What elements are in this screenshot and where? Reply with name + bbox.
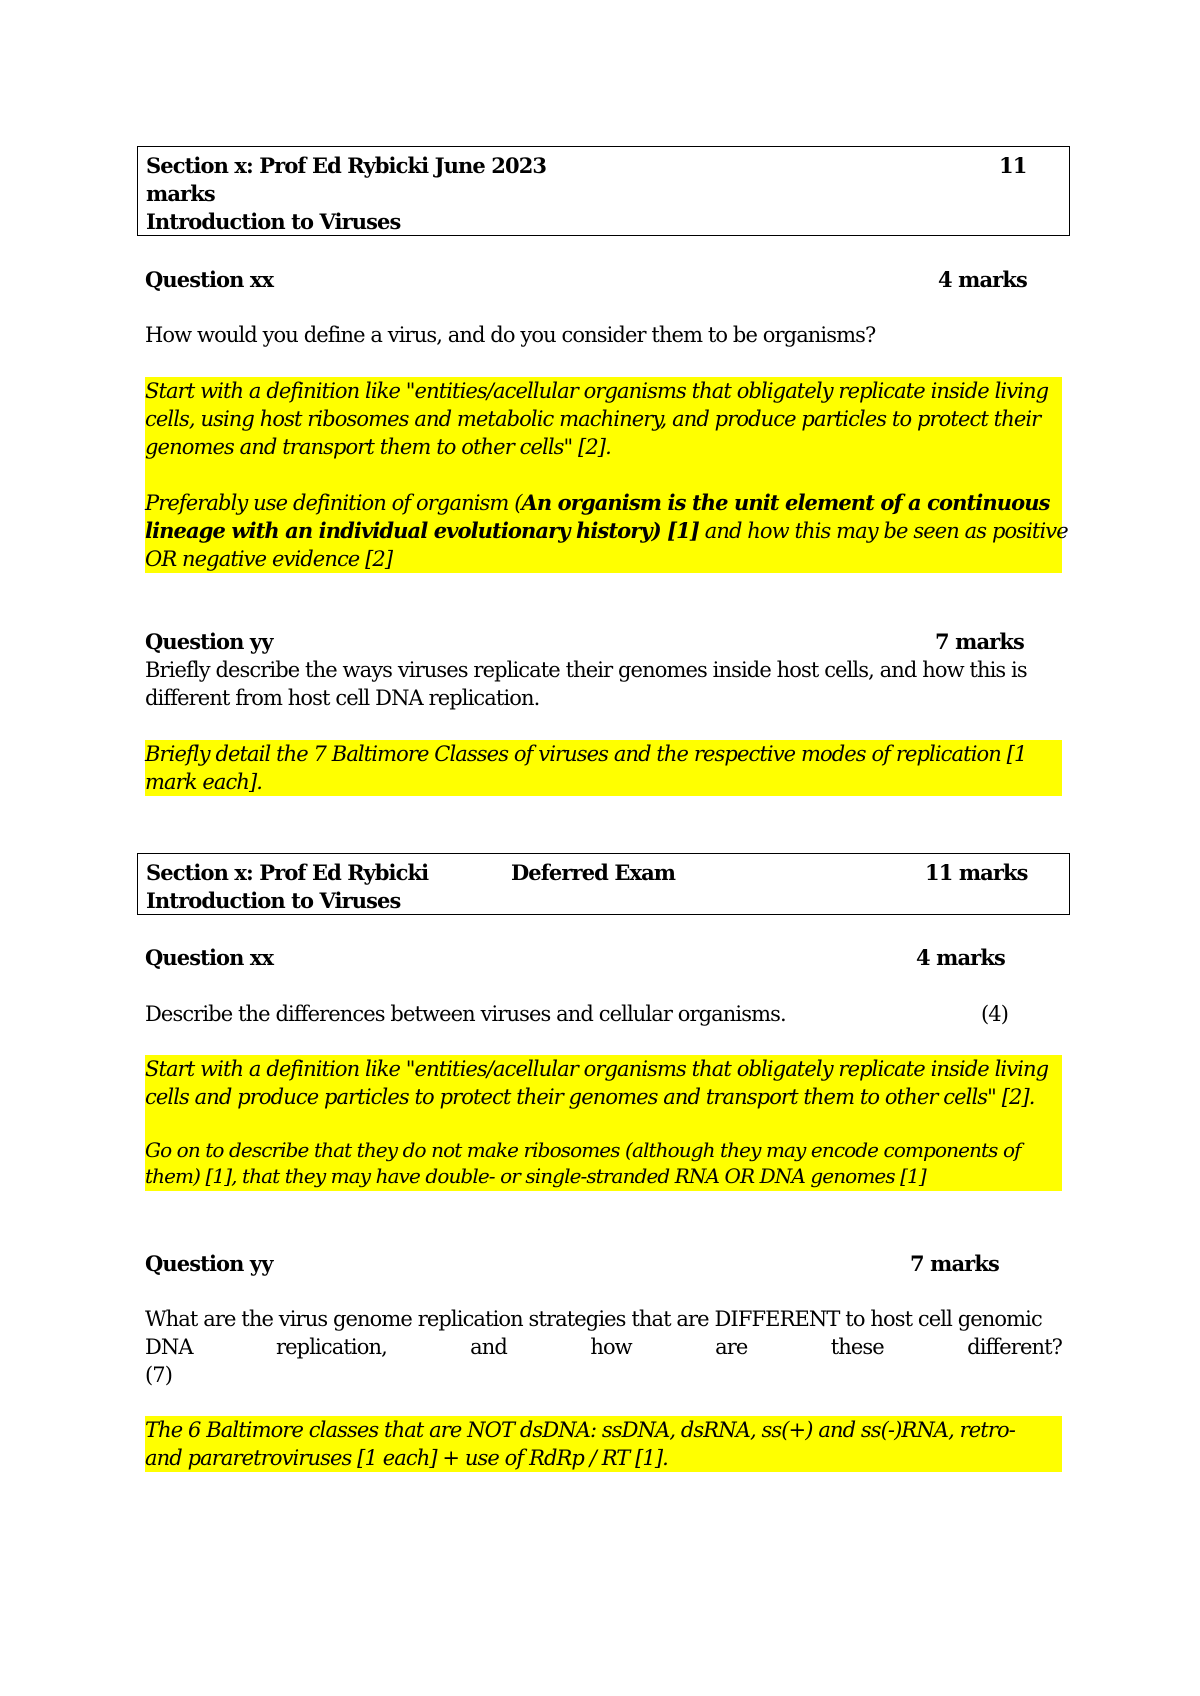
section-1-subtitle: Introduction to Viruses [146,209,401,234]
s2-q1-label: Question xx [145,945,274,970]
s2-q1-points: (4) [981,1002,1009,1026]
section-1-marks-number: 11 [999,153,1027,178]
s1-q2-text-line-1: Briefly describe the ways viruses replicate their genomes inside host cells, and how this is [145,658,1027,682]
s1-q1-answer-p2-line-3: OR negative evidence [2] [145,547,393,571]
s1-q2-marks: 7 marks [935,629,1024,654]
section-1-header [137,146,1070,236]
s1-q2-answer-line-1: Briefly detail the 7 Baltimore Classes of viruses and the respective modes of replication [1 [145,742,1027,766]
section-2-exam-type: Deferred Exam [511,860,676,885]
s1-q1-answer-line: cells, using host ribosomes and metabolic machinery, and produce particles to protect their [145,407,1041,431]
s1-q1-organism-definition: An organism is the unit element of a continuous [521,490,1050,515]
s1-q1-label: Question xx [145,267,274,292]
s2-q1-answer-highlight [145,1055,1062,1191]
s1-q1-answer-line: genomes and transport them to other cells" [2]. [145,435,611,459]
s1-q1-text: How would you define a virus, and do you consider them to be organisms? [145,323,876,347]
s2-q2-label: Question yy [145,1251,273,1276]
s2-q2-answer-line-2: and pararetroviruses [1 each] + use of RdRp / RT [1]. [145,1446,668,1470]
s1-q2-text-line-2: different from host cell DNA replication. [145,686,540,710]
s2-q2-answer-line-1: The 6 Baltimore classes that are NOT dsDNA: ssDNA, dsRNA, ss(+) and ss(-)RNA, retro- [145,1418,1015,1442]
s2-q1-text: Describe the differences between viruses and cellular organisms. [145,1002,786,1026]
section-1-marks-word: marks [146,181,215,206]
s2-q2-text-line-1: What are the virus genome replication strategies that are DIFFERENT to host cell genomic [145,1307,1042,1331]
s1-q1-answer-highlight [145,377,1068,573]
s1-q2-label: Question yy [145,629,273,654]
s2-q1-answer-line: them) [1], that they may have double- or single-stranded RNA OR DNA genomes [1] [145,1164,926,1188]
s2-q1-answer-line: Start with a definition like "entities/acellular organisms that obligately replicate inside living [145,1057,1049,1081]
s1-q1-answer-line: Start with a definition like "entities/acellular organisms that obligately replicate inside living [145,379,1049,403]
section-2-marks: 11 marks [925,860,1028,885]
s2-q1-answer-line: Go on to describe that they do not make ribosomes (although they may encode components of [145,1138,1021,1162]
section-2-header [137,853,1070,915]
s1-q1-answer-p2-text: Preferably use definition of organism ( [145,491,522,515]
section-2-title: Section x: Prof Ed Rybicki [146,860,429,885]
s1-q2-answer-highlight [145,740,1062,796]
s2-q2-text-line-3: (7) [145,1363,173,1387]
section-2-subtitle: Introduction to Viruses [146,888,401,913]
s1-q1-answer-p2-line-2 [145,517,1068,545]
s2-q2-answer-highlight [145,1416,1062,1472]
s1-q2-answer-line-2: mark each]. [145,770,263,794]
s1-q1-organism-definition-cont: lineage with an individual evolutionary history) [1] [145,518,699,543]
s1-q1-marks: 4 marks [938,267,1027,292]
section-1-title: Section x: Prof Ed Rybicki June 2023 [146,153,547,178]
s2-q1-answer-line: cells and produce particles to protect their genomes and transport them to other cells" [2]. [145,1085,1035,1109]
s2-q2-text-line-2: DNA replication, and how are these different? [145,1335,1062,1359]
s1-q1-answer-p2-text-cont: and how this may be seen as positive [698,519,1068,543]
s2-q2-marks: 7 marks [910,1251,999,1276]
s2-q1-marks: 4 marks [916,945,1005,970]
s1-q1-answer-p2-line-1 [145,489,1050,517]
